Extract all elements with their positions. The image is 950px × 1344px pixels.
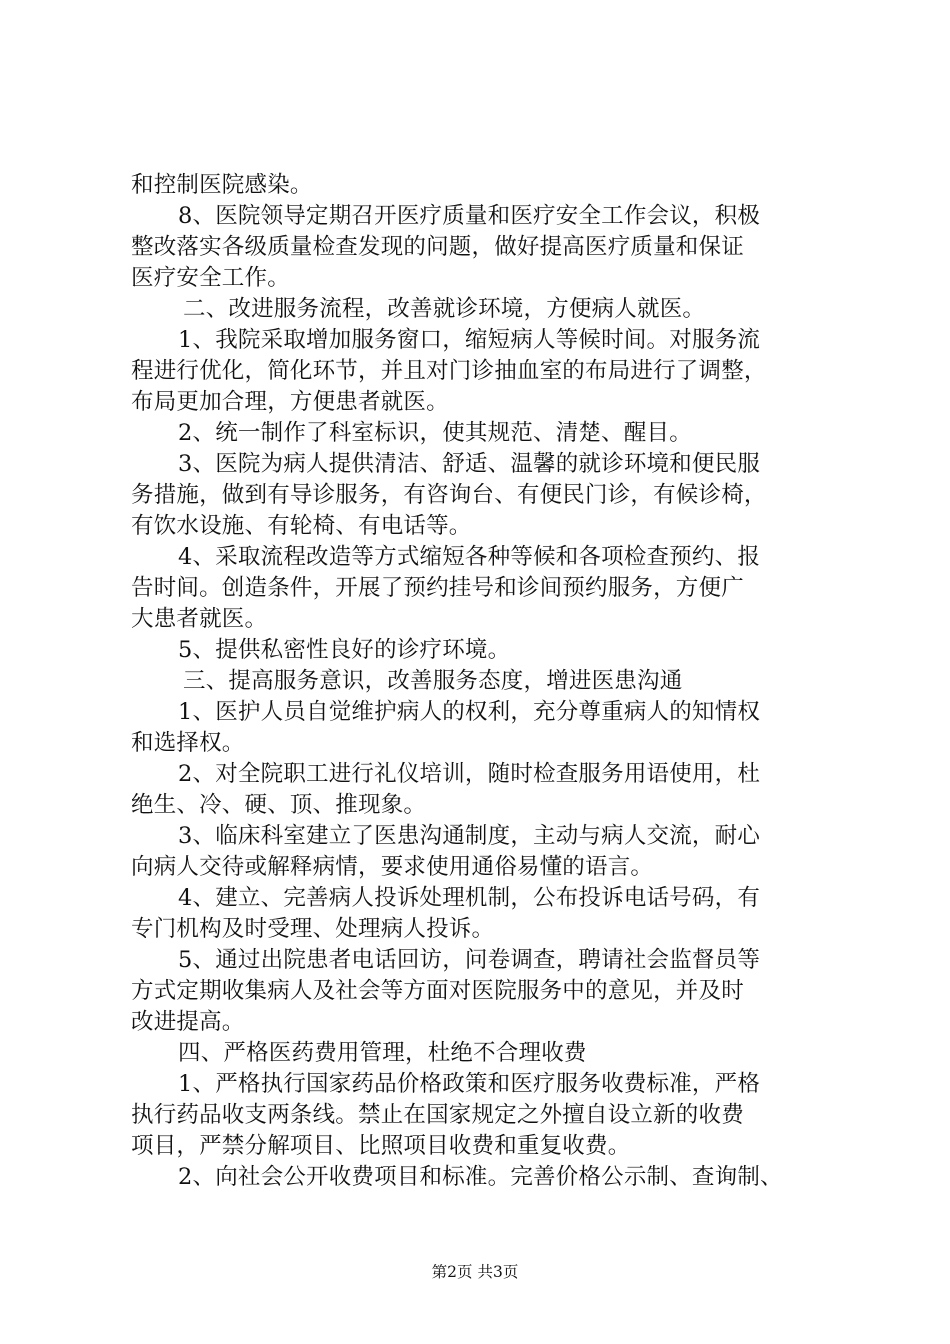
paragraph-line: 务措施，做到有导诊服务，有咨询台、有便民门诊，有候诊椅， (131, 482, 767, 508)
paragraph-line: 布局更加合理，方便患者就医。 (131, 389, 449, 415)
document-body (131, 170, 836, 1193)
section-heading-line: 三、提高服务意识，改善服务态度，增进医患沟通 (183, 668, 683, 694)
paragraph-line: 3、医院为病人提供清洁、舒适、温馨的就诊环境和便民服 (178, 451, 761, 477)
paragraph-line: 方式定期收集病人及社会等方面对医院服务中的意见，并及时 (131, 978, 744, 1004)
paragraph-line: 向病人交待或解释病情，要求使用通俗易懂的语言。 (131, 854, 654, 880)
section-heading-line: 二、改进服务流程，改善就诊环境，方便病人就医。 (183, 296, 706, 322)
paragraph-line: 5、通过出院患者电话回访，问卷调查，聘请社会监督员等 (178, 947, 761, 973)
paragraph-line: 1、严格执行国家药品价格政策和医疗服务收费标准，严格 (178, 1071, 761, 1097)
paragraph-line: 8、医院领导定期召开医疗质量和医疗安全工作会议，积极 (178, 203, 761, 229)
paragraph-line: 大患者就医。 (131, 606, 268, 632)
paragraph-line: 1、我院采取增加服务窗口，缩短病人等候时间。对服务流 (178, 327, 761, 353)
paragraph-line: 整改落实各级质量检查发现的问题，做好提高医疗质量和保证 (131, 234, 744, 260)
paragraph-line: 4、建立、完善病人投诉处理机制，公布投诉电话号码，有 (178, 885, 761, 911)
paragraph-line: 告时间。创造条件，开展了预约挂号和诊间预约服务，方便广 (131, 575, 744, 601)
paragraph-line: 四、严格医药费用管理，杜绝不合理收费 (178, 1040, 587, 1066)
paragraph-line: 医疗安全工作。 (131, 265, 290, 291)
paragraph-line: 2、统一制作了科室标识，使其规范、清楚、醒目。 (178, 420, 692, 446)
paragraph-line: 和选择权。 (131, 730, 245, 756)
paragraph-line: 项目，严禁分解项目、比照项目收费和重复收费。 (131, 1133, 631, 1159)
paragraph-line: 5、提供私密性良好的诊疗环境。 (178, 637, 511, 663)
paragraph-line: 有饮水设施、有轮椅、有电话等。 (131, 513, 472, 539)
paragraph-line: 1、医护人员自觉维护病人的权利，充分尊重病人的知情权 (178, 699, 761, 725)
paragraph-line: 改进提高。 (131, 1009, 245, 1035)
paragraph-line: 绝生、冷、硬、顶、推现象。 (131, 792, 427, 818)
paragraph-line: 4、采取流程改造等方式缩短各种等候和各项检查预约、报 (178, 544, 761, 570)
paragraph-line: 专门机构及时受理、处理病人投诉。 (131, 916, 495, 942)
page-number-footer: 第2页 共3页 (431, 1263, 519, 1281)
paragraph-line: 2、对全院职工进行礼仪培训，随时检查服务用语使用，杜 (178, 761, 761, 787)
paragraph-line: 2、向社会公开收费项目和标准。完善价格公示制、查询制、 (178, 1164, 783, 1190)
paragraph-line: 3、临床科室建立了医患沟通制度，主动与病人交流，耐心 (178, 823, 761, 849)
paragraph-line: 和控制医院感染。 (131, 172, 313, 198)
paragraph-line: 执行药品收支两条线。禁止在国家规定之外擅自设立新的收费 (131, 1102, 744, 1128)
paragraph-line: 程进行优化，简化环节，并且对门诊抽血室的布局进行了调整， (131, 358, 767, 384)
